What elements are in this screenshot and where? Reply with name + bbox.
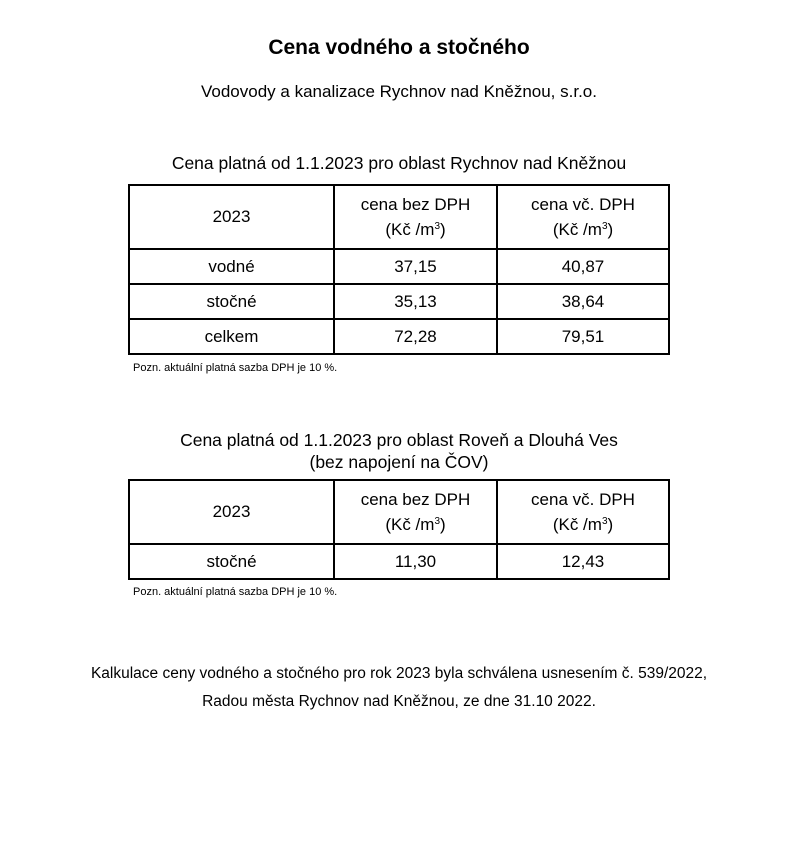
year-cell: 2023 [129,185,334,249]
price-without-vat: 11,30 [334,544,497,579]
price-with-vat: 40,87 [497,249,669,284]
unit-label: (Kč $/m^3$) [552,220,614,239]
table-header-row [129,185,669,249]
header-label: cena vč. DPH [531,490,635,509]
table-row [129,544,669,579]
price-without-vat: 72,28 [334,319,497,354]
price-without-vat: 35,13 [334,284,497,319]
row-label: stočné [129,544,334,579]
table-header-row [129,480,669,544]
vat-note: Pozn. aktuální platná sazba DPH je 10 %. [133,586,338,598]
unit-label: (Kč $/m^3$) [552,515,614,534]
row-label: celkem [129,319,334,354]
header-label: cena bez DPH [360,490,471,509]
price-table-rychnov [128,184,670,355]
page-title: Cena vodného a stočného [268,36,530,59]
header-label: cena bez DPH [360,195,471,214]
header-label: cena vč. DPH [531,195,635,214]
price-without-vat-header [334,185,497,249]
table2-caption [0,429,798,473]
table2-caption-line1: Cena platná od 1.1.2023 pro oblast Roveň a Dlouhá Ves [180,430,618,450]
year-cell: 2023 [129,480,334,544]
price-without-vat-header [334,480,497,544]
price-with-vat: 38,64 [497,284,669,319]
price-with-vat-header [497,480,669,544]
vat-note: Pozn. aktuální platná sazba DPH je 10 %. [133,362,338,374]
table-row [129,284,669,319]
approval-note-line2: Radou města Rychnov nad Kněžnou, ze dne 31.10 2022. [202,693,596,710]
unit-label: (Kč $/m^3$) [385,220,446,239]
price-with-vat: 79,51 [497,319,669,354]
table1-caption: Cena platná od 1.1.2023 pro oblast Rychnov nad Kněžnou [171,153,627,173]
price-with-vat-header [497,185,669,249]
table-row [129,319,669,354]
price-without-vat: 37,15 [334,249,497,284]
company-name: Vodovody a kanalizace Rychnov nad Kněžnou, s.r.o. [201,82,597,101]
approval-note [0,660,798,716]
price-table-roven-dlouha-ves [128,479,670,580]
row-label: stočné [129,284,334,319]
table-row [129,249,669,284]
unit-label: (Kč $/m^3$) [385,515,446,534]
table2-caption-line2: (bez napojení na ČOV) [309,452,489,472]
approval-note-line1: Kalkulace ceny vodného a stočného pro rok 2023 byla schválena usnesením č. 539/2022, [90,665,708,682]
price-with-vat: 12,43 [497,544,669,579]
row-label: vodné [129,249,334,284]
